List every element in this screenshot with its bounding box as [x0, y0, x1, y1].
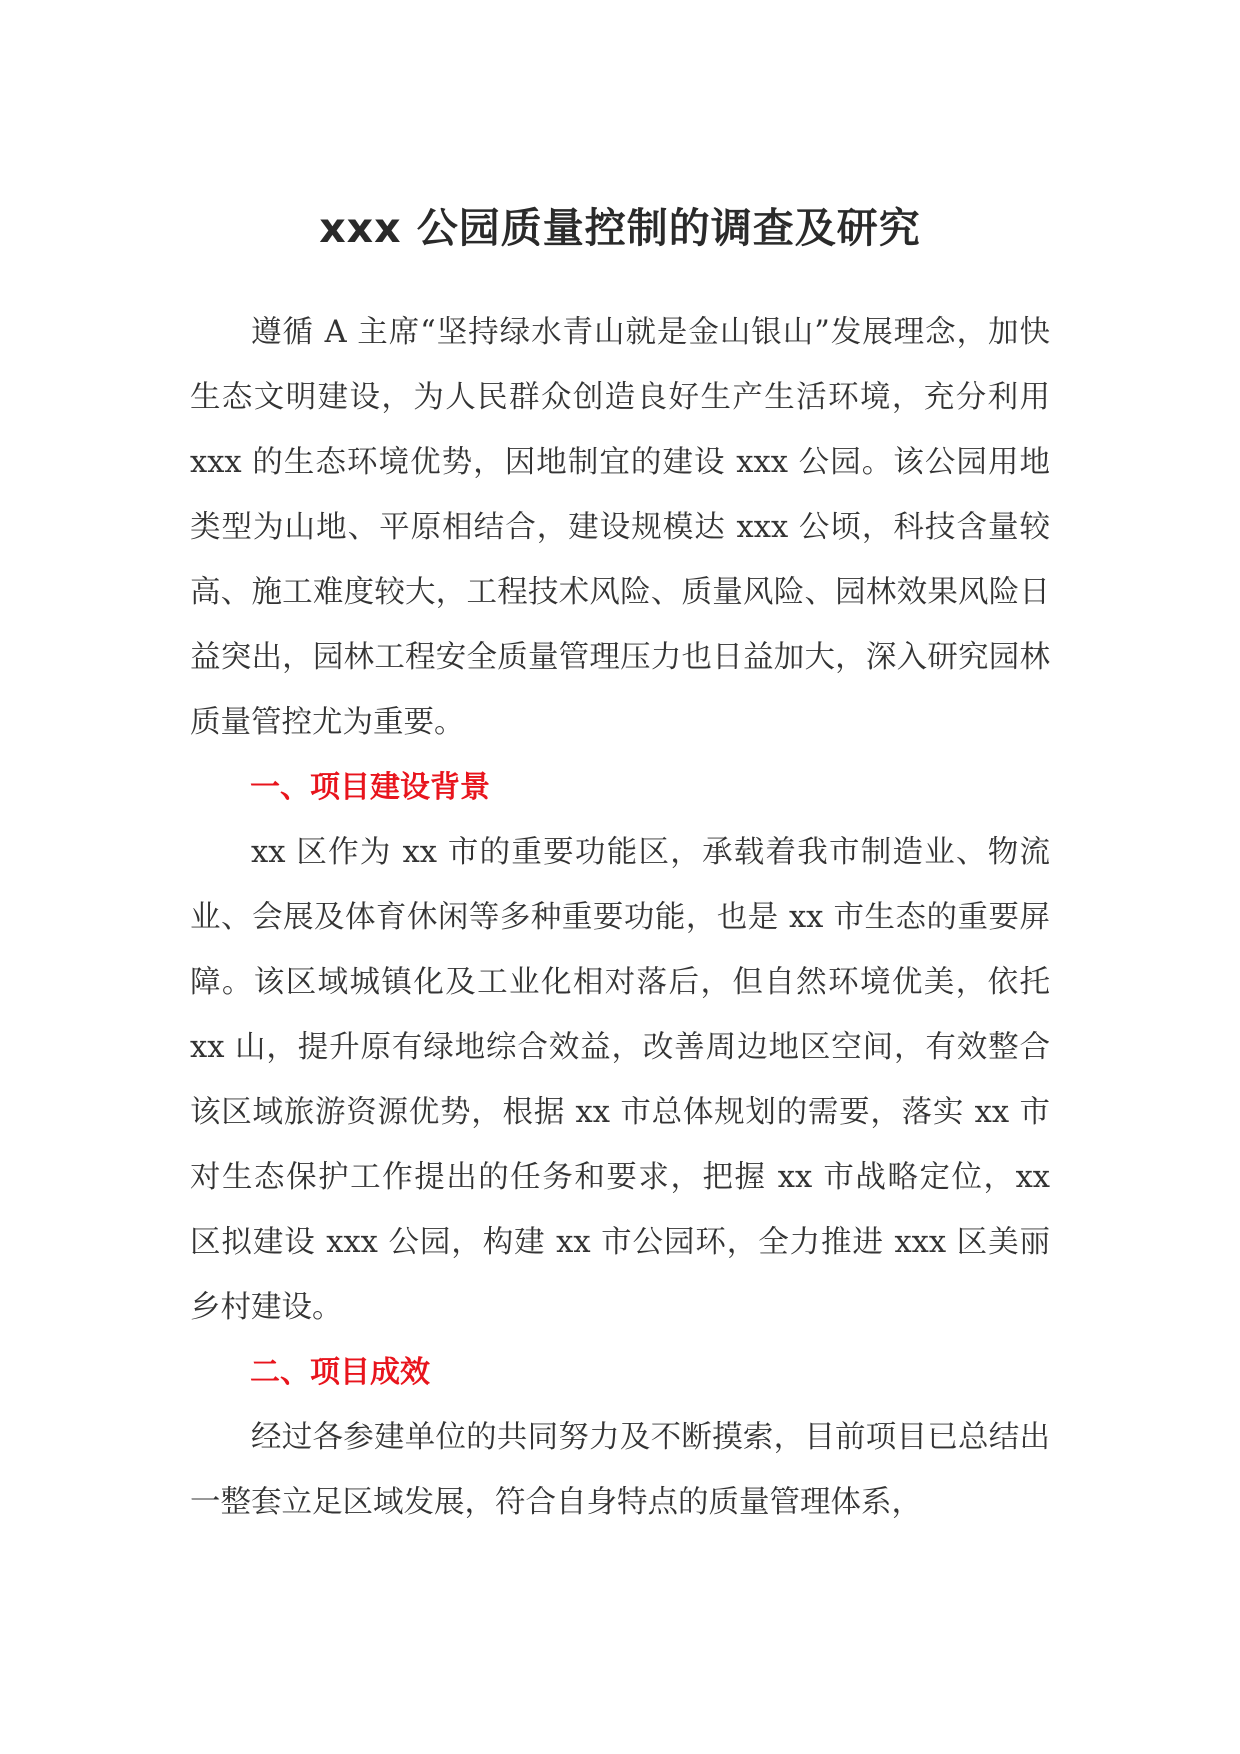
section-body-results: 经过各参建单位的共同努力及不断摸索，目前项目已总结出一整套立足区域发展，符合自身特点的质量管理体系，: [190, 1420, 1050, 1520]
document-body: [190, 198, 1050, 1535]
document-title: xxx 公园质量控制的调查及研究: [319, 204, 921, 252]
section-heading-background: 一、项目建设背景: [250, 770, 490, 805]
section-heading-results: 二、项目成效: [250, 1355, 430, 1390]
section-body-background: xx 区作为 xx 市的重要功能区，承载着我市制造业、物流业、会展及体育休闲等多种重要功能，也是 xx 市生态的重要屏障。该区域城镇化及工业化相对落后，但自然环境优美，依托 xx 山，提升原有绿地综合效益，改善周边地区空间，有效整合该区域旅游资源优势，根据 xx 市总体规划的需要，落实 xx 市对生态保护工作提出的任务和要求，把握 xx 市战略定位，xx 区拟建设 xxx 公园，构建 xx 市公园环，全力推进 xxx 区美丽乡村建设。: [190, 835, 1050, 1325]
intro-paragraph: 遵循 A 主席“坚持绿水青山就是金山银山”发展理念，加快生态文明建设，为人民群众创造良好生产生活环境，充分利用 xxx 的生态环境优势，因地制宜的建设 xxx 公园。该公园用地类型为山地、平原相结合，建设规模达 xxx 公顷，科技含量较高、施工难度较大，工程技术风险、质量风险、园林效果风险日益突出，园林工程安全质量管理压力也日益加大，深入研究园林质量管控尤为重要。: [190, 315, 1050, 740]
